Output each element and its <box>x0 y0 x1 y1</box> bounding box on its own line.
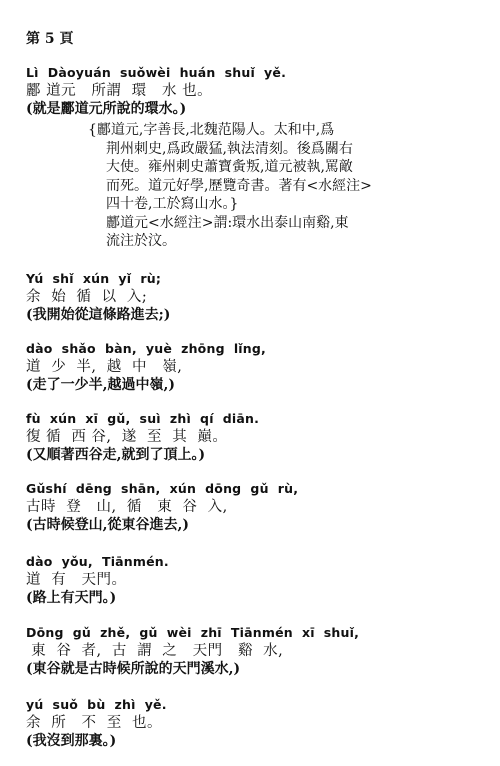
translation-line: (東谷就是古時候所說的天門溪水,) <box>26 661 241 677</box>
translation-line: (我沒到那裏。) <box>26 733 117 749</box>
chinese-line: 東 谷 者, 古 謂 之 天門 谿 水, <box>26 643 284 659</box>
pinyin-line: Dōng gǔ zhě, gǔ wèi zhī Tiānmén xī shuǐ, <box>26 625 360 640</box>
note-line: {酈道元,字善長,北魏范陽人。太和中,爲 <box>88 122 335 138</box>
chinese-line: 酈 道元 所謂 環 水 也。 <box>26 83 213 99</box>
passage-section-4 <box>26 410 490 464</box>
chinese-line: 余 所 不 至 也。 <box>26 715 162 731</box>
translation-line: (我開始從這條路進去;) <box>26 307 171 323</box>
chinese-line: 復 循 西 谷, 遂 至 其 巔。 <box>26 429 228 445</box>
chinese-line: 古時 登 山, 循 東 谷 入, <box>26 499 228 515</box>
note-line: 流注於汶。 <box>106 233 176 249</box>
annotation-note <box>88 121 486 251</box>
passage-section-5 <box>26 480 490 534</box>
translation-line: (就是酈道元所說的環水。) <box>26 101 187 117</box>
pinyin-line: Lì Dàoyuán suǒwèi huán shuǐ yě. <box>26 65 287 80</box>
passage-section-7 <box>26 624 490 678</box>
translation-line: (古時候登山,從東谷進去,) <box>26 517 189 533</box>
page-number: 第 5 頁 <box>26 31 74 47</box>
note-line: 荆州刺史,爲政嚴猛,執法清刻。後爲關右 <box>106 140 353 157</box>
chinese-line: 余 始 循 以 入; <box>26 289 148 305</box>
pinyin-line: dào yǒu, Tiānmén. <box>26 554 169 569</box>
translation-line: (走了一少半,越過中嶺,) <box>26 377 175 393</box>
pinyin-line: fù xún xī gǔ, suì zhì qí diān. <box>26 411 260 426</box>
passage-section-2 <box>26 270 490 324</box>
pinyin-line: Yú shǐ xún yǐ rù; <box>26 271 162 286</box>
passage-section-8 <box>26 696 490 750</box>
passage-section-6 <box>26 553 490 607</box>
note-line: 而死。道元好學,歷覽奇書。著有<水經注> <box>106 177 372 194</box>
pinyin-line: dào shǎo bàn, yuè zhōng lǐng, <box>26 341 266 356</box>
translation-line: (又順著西谷走,就到了頂上。) <box>26 447 206 463</box>
note-line: 酈道元<水經注>謂:環水出泰山南谿,東 <box>106 214 349 231</box>
translation-line: (路上有天門。) <box>26 590 117 606</box>
passage-section-1 <box>26 64 490 118</box>
note-line: 大使。雍州刺史蕭寶夤叛,道元被執,罵敵 <box>106 159 353 175</box>
chinese-line: 道 有 天門。 <box>26 572 127 588</box>
pinyin-line: Gǔshí dēng shān, xún dōng gǔ rù, <box>26 481 299 496</box>
passage-section-3 <box>26 340 490 394</box>
pinyin-line: yú suǒ bù zhì yě. <box>26 697 167 712</box>
note-line: 四十卷,工於寫山水。} <box>106 196 239 212</box>
chinese-line: 道 少 半, 越 中 嶺, <box>26 359 183 375</box>
